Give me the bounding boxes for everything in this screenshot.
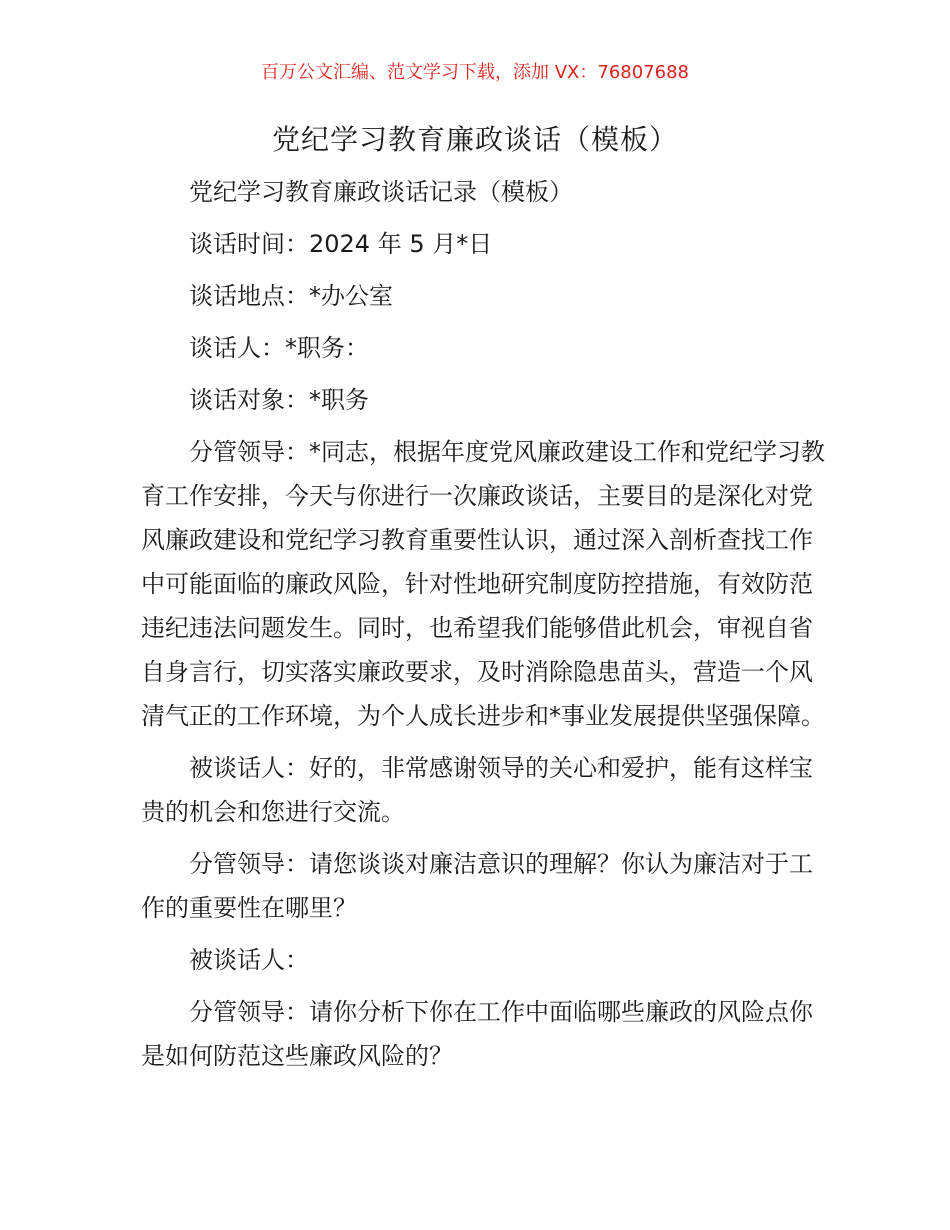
document-body	[141, 170, 831, 1086]
leader-opening: 分管领导：*同志，根据年度党风廉政建设工作和党纪学习教育工作安排，今天与你进行一次廉政谈话，主要目的是深化对党风廉政建设和党纪学习教育重要性认识，通过深入剖析查找工作中可能面临的廉政风险，针对性地研究制度防控措施，有效防范违纪违法问题发生。同时，也希望我们能够借此机会，审视自省自身言行，切实落实廉政要求，及时消除隐患苗头，营造一个风清气正的工作环境，为个人成长进步和*事业发展提供坚强保障。	[141, 438, 825, 730]
leader-question-2: 分管领导：请你分析下你在工作中面临哪些廉政的风险点你是如何防范这些廉政风险的？	[141, 998, 813, 1070]
talker: 谈话人：*职务：	[189, 334, 369, 362]
interviewee-reply: 被谈话人：好的，非常感谢领导的关心和爱护，能有这样宝贵的机会和您进行交流。	[141, 754, 813, 826]
talk-time: 谈话时间：2024 年 5 月*日	[189, 230, 493, 258]
talk-location: 谈话地点：*办公室	[189, 282, 393, 310]
document-title: 党纪学习教育廉政谈话（模板）	[271, 123, 678, 156]
leader-question-1: 分管领导：请您谈谈对廉洁意识的理解？你认为廉洁对于工作的重要性在哪里？	[141, 850, 813, 922]
talk-subject: 谈话对象：*职务	[189, 386, 369, 414]
ad-banner: 百万公文汇编、范文学习下载，添加 VX：76807688	[261, 62, 689, 83]
record-heading: 党纪学习教育廉政谈话记录（模板）	[189, 178, 573, 206]
interviewee-answer-1: 被谈话人：	[189, 946, 309, 974]
